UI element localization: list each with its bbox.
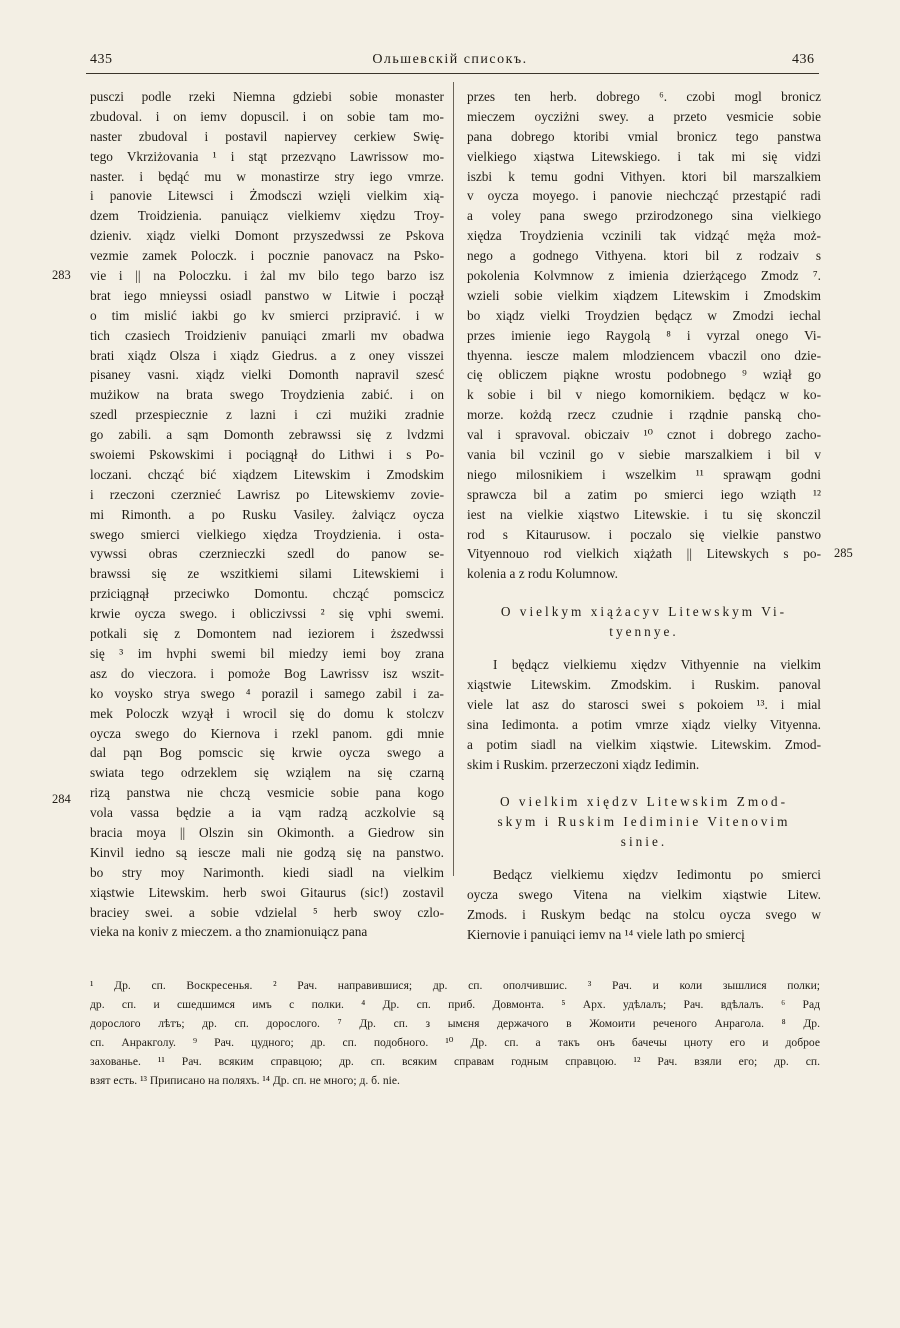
text-line: się ³ im hvphi swemi bil miedzy iemi boy zrana (90, 645, 444, 661)
text-line: Bedącz vielkiemu xiędzv Iedimontu po smierci (493, 867, 821, 883)
text-line: sina Iedimonta. a potim vmrze xiądz vielky Vityenna. (467, 716, 821, 732)
footnote-line: сп. Анракголу. ⁹ Рач. цудного; др. сп. подобного. ¹⁰ Др. сп. а такъ онъ бачечы цноту его и доброе (90, 1036, 820, 1049)
text-line: rizą panstwa nie chczą vesmicie sobie pana kogo (90, 785, 444, 801)
text-line: pisaney vasni. xiądz vielki Domonth napravil szesć (90, 367, 444, 383)
heading-line: O vielkim xiędzv Litewskim Zmod- (499, 794, 789, 810)
text-line: iszbi k temu godni Vithyen. ktori bil marszalkiem (467, 168, 821, 184)
text-line: bracia moya || Olszin sin Okimonth. a Giedrow sin (90, 824, 444, 840)
text-line: iest na vielkie xiąstwo Litewskie. i tu się skonczil (467, 506, 821, 522)
text-line: viele lat asz do starosci swei s pokoiem ¹³. i mial (467, 696, 821, 712)
text-line: bo xiądz vielki Troydzien będącz w Zmodzi iechal (467, 307, 821, 323)
text-line: dzem Troidzienia. panuiącz vielkiemv xiędzu Troy- (90, 208, 444, 224)
page-number-left: 435 (90, 52, 113, 67)
text-line: wzieli sobie vielkim xiądzem Litewskim i Zmodskim (467, 287, 821, 303)
text-line: nego a godnego Vithyena. ktori bil z rodzaiv s (467, 248, 821, 264)
text-line: vezmie zamek Poloczk. i pocznie panovacz na Psko- (90, 248, 444, 264)
margin-number-283: 283 (52, 268, 71, 282)
text-line: niego milosnikiem i wszelkim ¹¹ sprawąm godni (467, 466, 821, 482)
text-line: xiąstwie Litewskim. Zmodskim. i Ruskim. panoval (467, 676, 821, 692)
text-line: sprawcza bil a zatim po smierci iego wziąth ¹² (467, 486, 821, 502)
text-line: pusczi podle rzeki Niemna gdziebi sobie monaster (90, 89, 444, 104)
text-line: k sobie i bil v niego komornikiem. będącz w ko- (467, 387, 821, 403)
text-line: tego Vkrziżovania ¹ i stąt przezvąno Lawrissow mo- (90, 148, 444, 164)
text-line: Zmods. i Ruskym bedąc na stolcu oycza svego w (467, 906, 821, 922)
text-line: val i spravoval. obiczaiv ¹⁰ cznot i dobrego zacho- (467, 427, 821, 443)
text-line: vie i || na Poloczku. i żal mv bilo tego barzo isz (90, 268, 444, 284)
text-line: morze. kożdą rzecz czudnie i rządnie panską cho- (467, 407, 821, 423)
footnotes (90, 976, 820, 1090)
margin-number-284: 284 (52, 792, 71, 806)
text-line: vielkiego xiąstwa Litewskiego. i tak mi się vidzi (467, 148, 821, 164)
heading-line: tyennye. (609, 624, 679, 640)
text-line: bo stry moy Narimonth. kiedi siadl na vielkim (90, 864, 444, 880)
text-line: skim i Ruskim. przerzeczoni xiądz Iedimin. (467, 756, 700, 772)
text-line: naster zbudoval i postavil napiervey cerkiew Swię- (90, 128, 444, 144)
text-line: przes ten herb. dobrego ⁶. czobi mogl bronicz (467, 89, 821, 104)
text-line: kolenia a z rodu Kolumnow. (467, 566, 618, 582)
text-line: naster. i będąć mu w monastirze stry iego vmrze. (90, 168, 444, 184)
text-line: loczani. chcząć bić xiądzem Litewskim i Zmodskim (90, 466, 444, 482)
text-line: asz do vieczora. i pomoże Bog Lawrissv isz wszit- (90, 665, 444, 681)
text-line: Kiernovie i panuiąci iemv na ¹⁴ viele lath po smiercį (467, 926, 745, 942)
text-line: potkali się z Domontem nad ieziorem i ższedwssi (90, 626, 444, 642)
text-line: rod s Kitaurusow. i poczalo się vielkie panstwo (467, 526, 821, 542)
text-line: Vityennouo rod vielkich xiążath || Litewskych s po- (467, 546, 821, 562)
footnote-line: ¹ Др. сп. Воскресенья. ² Рач. направившися; др. сп. ополчившис. ³ Рач. и коли зышлися полки; (90, 979, 820, 992)
text-line: swoiemi Pskowskimi i pociągnął do Lithwi i s Po- (90, 447, 444, 463)
text-line: brawssi się ze wszitkiemi silami Litewskiemi i (90, 566, 444, 582)
text-line: mek Poloczk wzyął i wrocil się do domu k stolczv (90, 705, 444, 721)
text-line: zbudoval. i on iemv dopuscil. i on sobie tam mo- (90, 108, 444, 124)
text-line: vania bil vczinil go v siebie marszalkiem i bil v (467, 447, 821, 463)
text-line: oycza swego do Kiernova i rzekl panom. gdi mnie (90, 725, 444, 741)
footnote-line: захованье. ¹¹ Рач. всяким справцою; др. сп. всяким справам годным справцою. ¹² Рач. взяли его; др. сп. (90, 1055, 820, 1068)
text-line: tich czasiech Troidzieniv panuiąci zmarli mv obadwa (90, 327, 444, 343)
footnote-line: дорослого лѣтъ; др. сп. дорослого. ⁷ Др. сп. з ымєня держачого в Жомоити реченого Анрагола. ⁸ Др. (90, 1017, 820, 1030)
text-line: a voley pana swego przirodzonego sina vielkiego (467, 208, 821, 224)
section-heading-vitenis (467, 602, 821, 642)
text-line: o tim mislić iakbi go kv smierci przipravić. i w (90, 307, 444, 323)
left-column (90, 87, 444, 942)
text-line: brati xiądz Olsza i xiądz Giedrus. a z oney visszei (90, 347, 444, 363)
text-line: i panovie Litewsci i Żmodsczi wzięli vielkim xią- (90, 188, 444, 204)
text-line: cię obliczem piąkne wrostu podobnego ⁹ wziął go (467, 367, 821, 383)
heading-line: skym i Ruskim Iediminie Vitenovim (497, 814, 791, 830)
text-line: vywssi obras czerznieczki szedl do panow se- (90, 546, 444, 562)
text-line: v oycza moyego. i panovie niechcząć przestąpić radi (467, 188, 821, 204)
footnote-line: взят есть. ¹³ Приписано на поляхъ. ¹⁴ Др. сп. не много; д. б. nie. (90, 1074, 400, 1087)
text-line: brat iego mnieyssi osiadl panstwo w Litwie i począł (90, 287, 444, 303)
text-line: a potim siadl na vielkim xiąstwie. Litewskim. Zmod- (467, 736, 821, 752)
paragraph-3 (467, 865, 821, 945)
header-rule (86, 73, 819, 74)
text-line: vieka na koniv z mieczem. a tho znamionuiącz pana (90, 924, 368, 940)
text-line: thyenna. iescze malem mlodziencem vbaczil ono dzie- (467, 347, 821, 363)
text-line: szedl przespiecznie z lazni i czi mużiki zradnie (90, 407, 444, 423)
text-line: dal pąn Bog pomscic się krwie oycza swego a (90, 745, 444, 761)
running-header (0, 52, 900, 72)
text-line: xiąstwie Litewskim. herb swoi Gitaurus (sic!) zostavil (90, 884, 444, 900)
text-line: mieczem oycziżni swey. a przeto vesmicie sobie (467, 108, 821, 124)
text-line: pokolenia Kolvmnow z imienia dzierżącego Zmodz ⁷. (467, 268, 821, 284)
heading-line: sinie. (620, 834, 668, 850)
text-line: i rzeczoni czerznieć Lawrisz po Litewskiemv zovie- (90, 486, 444, 502)
text-line: xiędza Troydzienia vczinili tak vidząć męża moż- (467, 228, 821, 244)
text-line: przes imienie iego Raygolą ⁸ i vyrzal onego Vi- (467, 327, 821, 343)
right-column (467, 87, 821, 945)
section-heading-gediminas (467, 792, 821, 852)
margin-number-285: 285 (834, 546, 853, 560)
text-line: prziciągnął przeciwko Domontu. chcząć pomscicz (90, 586, 444, 602)
text-line: krwie oycza swego. i obliczivssi ² się vphi swemi. (90, 606, 444, 622)
text-line: swiata tego odrzeklem się wziąlem na się czarną (90, 765, 444, 781)
text-line: ko voysko strya swego ⁴ porazil i samego zabil i za- (90, 685, 444, 701)
paragraph-1 (467, 87, 821, 584)
text-line: mużikow na brata swego Troydzienia zabić. i on (90, 387, 444, 403)
footnote-line: др. сп. и сшедшимся имъ с полки. ⁴ Др. сп. приб. Довмонта. ⁵ Арх. удѣлалъ; Рач. вдѣлалъ. ⁶ Рад (90, 998, 820, 1011)
page-number-right: 436 (792, 52, 815, 67)
text-line: Kinvil iedno są iescze mali nie godzą się na panstwo. (90, 844, 444, 860)
text-line: I będącz vielkiemu xiędzv Vithyennie na vielkim (493, 657, 821, 673)
column-divider (453, 82, 454, 876)
text-line: go zabili. a sąm Domonth zebrawssi się z lvdzmi (90, 427, 444, 443)
text-line: mi Rimonth. a po Rusku Vasiley. żalviącz oycza (90, 506, 444, 522)
text-line: dzieniv. xiądz vielki Domont przyszedwssi ze Pskova (90, 228, 444, 244)
text-line: braciey swei. a sobie vdzielal ⁵ herb swoy czlo- (90, 904, 444, 920)
text-line: oycza swego Vitena na vielkim xiąstwie Litew. (467, 886, 821, 902)
running-title: Ольшевскій списокъ. (372, 52, 528, 67)
paragraph-2 (467, 655, 821, 774)
text-line: vola vassa będzie a ia vąm radzą aczkolvie są (90, 805, 444, 821)
text-line: swego smierci vielkiego xiędza Troydzienia. i osta- (90, 526, 444, 542)
heading-line: O vielkym xiążacyv Litewskym Vi- (500, 604, 788, 620)
text-line: pana dobrego ktoribi vmial bronicz tego panstwa (467, 128, 821, 144)
